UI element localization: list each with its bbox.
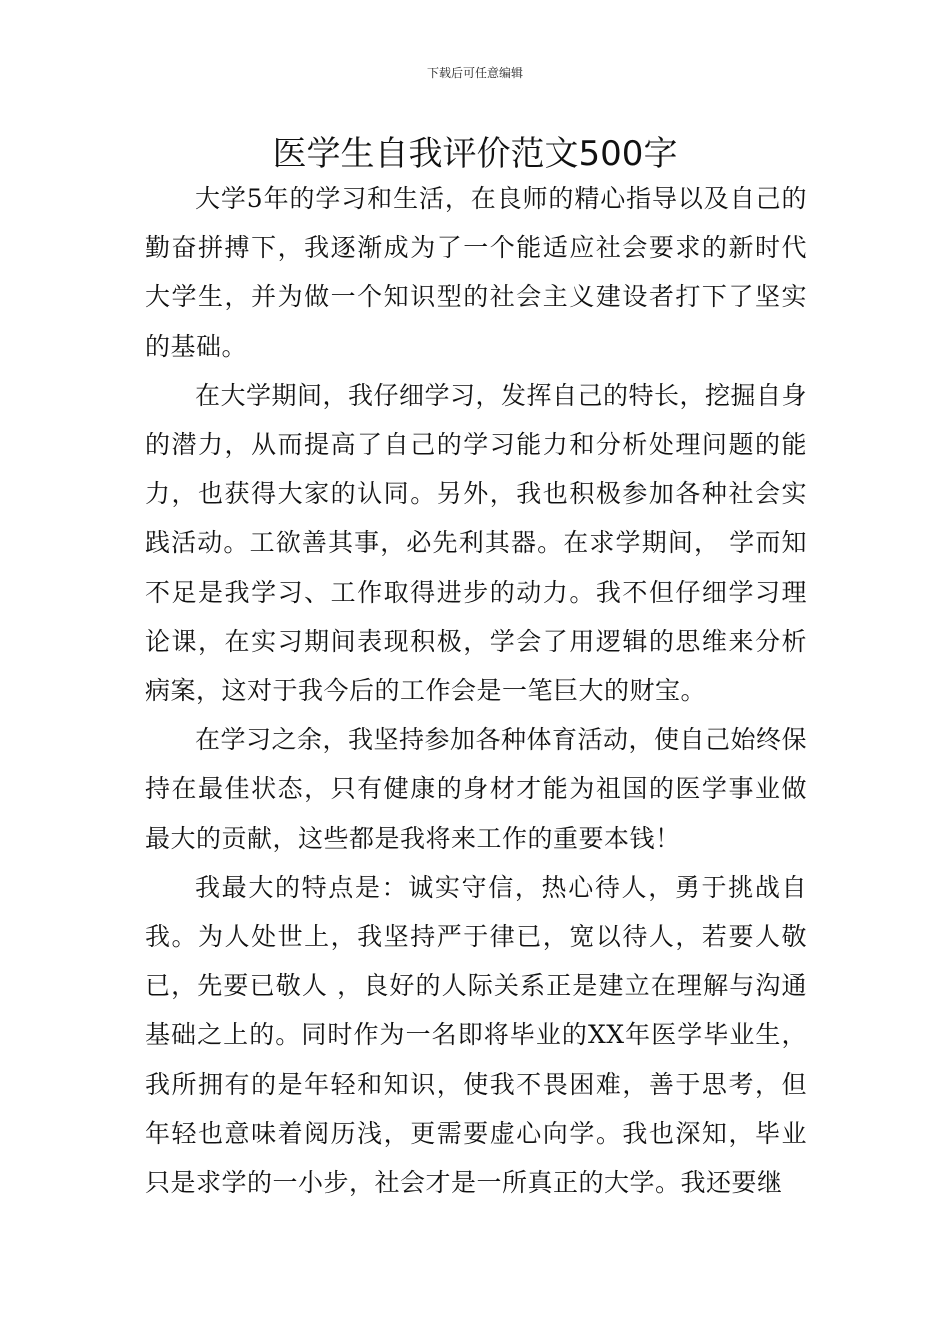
document-title: 医学生自我评价范文500字: [272, 134, 678, 174]
paragraph: 我最大的特点是：诚实守信，热心待人，勇于挑战自我。为人处世上，我坚持严于律已，宽以待人，若要人敬已，先要已敬人 ，良好的人际关系正是建立在理解与沟通基础之上的。同时作为一名即将毕业的XX年医学毕业生，我所拥有的是年轻和知识，使我不畏困难，善于思考，但年轻也意味着阅历浅，更需要虚心向学。我也深知，毕业只是求学的一小步，社会才是一所真正的大学。我还要继: [145, 872, 807, 1198]
document-body: [145, 174, 807, 1207]
header-note: 下载后可任意编辑: [426, 66, 523, 80]
paragraph: 大学5年的学习和生活，在良师的精心指导以及自己的勤奋拼搏下，我逐渐成为了一个能适应社会要求的新时代大学生，并为做一个知识型的社会主义建设者打下了坚实的基础。: [145, 184, 807, 361]
paragraph: 在大学期间，我仔细学习，发挥自己的特长，挖掘自身的潜力，从而提高了自己的学习能力和分析处理问题的能力，也获得大家的认同。另外，我也积极参加各种社会实践活动。工欲善其事，必先利其器。在求学期间， 学而知不足是我学习、工作取得进步的动力。我不但仔细学习理论课，在实习期间表现积极，学会了用逻辑的思维来分析病案，这对于我今后的工作会是一笔巨大的财宝。: [145, 380, 808, 706]
paragraph: 在学习之余，我坚持参加各种体育活动，使自己始终保持在最佳状态，只有健康的身材才能为祖国的医学事业做最大的贡献，这些都是我将来工作的重要本钱！: [145, 725, 808, 853]
